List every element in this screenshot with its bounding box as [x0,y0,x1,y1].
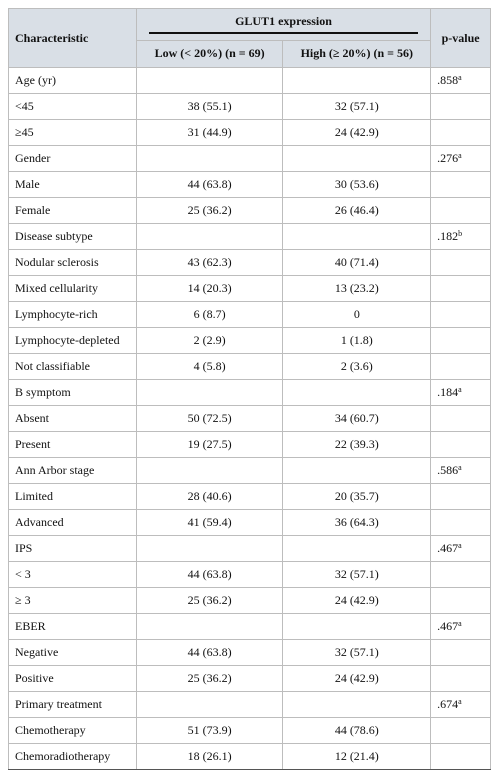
row-low-expression-text: 50 (72.5) [187,411,232,425]
table-row [9,328,491,354]
row-low-expression-cell [136,666,283,692]
row-high-expression-cell [283,406,431,432]
header-glut1-expression-label: GLUT1 expression [235,14,332,29]
row-high-expression-cell [283,146,431,172]
row-characteristic-cell [9,406,137,432]
row-characteristic-text: ≥ 3 [15,593,31,607]
row-characteristic-cell [9,640,137,666]
row-p-value-cell [431,68,491,94]
p-value-footnote-marker: b [458,229,463,238]
row-characteristic-cell [9,94,137,120]
row-p-value-cell [431,562,491,588]
row-characteristic-text: Positive [15,671,54,685]
row-characteristic-cell [9,536,137,562]
row-p-value-cell [431,640,491,666]
row-p-value-cell [431,328,491,354]
row-high-expression-cell [283,614,431,640]
row-low-expression-text: 25 (36.2) [187,593,232,607]
row-low-expression-text: 38 (55.1) [187,99,232,113]
row-characteristic-text: Disease subtype [15,229,93,243]
table-row [9,224,491,250]
row-characteristic-cell [9,302,137,328]
row-high-expression-cell [283,510,431,536]
row-p-value-cell [431,484,491,510]
row-low-expression-cell [136,276,283,302]
row-high-expression-cell [283,484,431,510]
row-characteristic-text: Female [15,203,51,217]
p-value-footnote-marker: a [458,541,462,550]
row-low-expression-text: 44 (63.8) [187,645,232,659]
row-low-expression-text: 51 (73.9) [187,723,232,737]
row-p-value-cell [431,588,491,614]
row-p-value-cell [431,250,491,276]
row-characteristic-cell [9,718,137,744]
row-characteristic-text: B symptom [15,385,71,399]
row-high-expression-text: 24 (42.9) [334,671,379,685]
row-characteristic-text: Lymphocyte-depleted [15,333,120,347]
row-p-value-cell [431,198,491,224]
row-low-expression-cell [136,536,283,562]
row-low-expression-text: 44 (63.8) [187,177,232,191]
table-row [9,68,491,94]
p-value-footnote-marker: a [458,151,462,160]
row-high-expression-text: 20 (35.7) [334,489,379,503]
row-characteristic-text: IPS [15,541,33,555]
row-characteristic-text: Nodular sclerosis [15,255,99,269]
row-characteristic-cell [9,172,137,198]
row-characteristic-text: Age (yr) [15,73,56,87]
row-characteristic-text: < 3 [15,567,31,581]
row-low-expression-text: 31 (44.9) [187,125,232,139]
row-p-value-cell [431,432,491,458]
header-p-value: p-value [431,9,491,68]
row-high-expression-cell [283,120,431,146]
row-low-expression-cell [136,68,283,94]
header-group-underline [149,32,418,34]
glut1-characteristics-table [8,8,491,770]
row-high-expression-cell [283,250,431,276]
row-p-value-cell [431,276,491,302]
table-row [9,536,491,562]
row-p-value-text: .184 [437,385,459,399]
row-high-expression-cell [283,432,431,458]
row-characteristic-cell [9,276,137,302]
row-low-expression-cell [136,328,283,354]
row-p-value-cell [431,120,491,146]
row-p-value-cell [431,406,491,432]
row-high-expression-text: 13 (23.2) [334,281,379,295]
p-value-footnote-marker: a [458,385,462,394]
row-low-expression-text: 44 (63.8) [187,567,232,581]
p-value-footnote-marker: a [458,697,462,706]
row-characteristic-text: Mixed cellularity [15,281,98,295]
row-low-expression-text: 2 (2.9) [193,333,226,347]
row-characteristic-text: Absent [15,411,49,425]
table-row [9,302,491,328]
row-low-expression-text: 25 (36.2) [187,671,232,685]
row-p-value-cell [431,224,491,250]
row-high-expression-cell [283,302,431,328]
row-p-value-cell [431,666,491,692]
table-row [9,640,491,666]
row-characteristic-text: Gender [15,151,51,165]
row-high-expression-text: 2 (3.6) [340,359,373,373]
header-low-expression: Low (< 20%) (n = 69) [136,40,283,67]
row-high-expression-cell [283,718,431,744]
row-characteristic-text: EBER [15,619,46,633]
row-characteristic-text: Chemotherapy [15,723,86,737]
row-low-expression-cell [136,692,283,718]
row-low-expression-cell [136,198,283,224]
row-low-expression-cell [136,94,283,120]
row-high-expression-cell [283,640,431,666]
table-row [9,146,491,172]
row-characteristic-cell [9,432,137,458]
row-low-expression-cell [136,718,283,744]
row-high-expression-text: 34 (60.7) [334,411,379,425]
row-low-expression-text: 4 (5.8) [193,359,226,373]
row-high-expression-text: 26 (46.4) [334,203,379,217]
row-characteristic-cell [9,588,137,614]
row-p-value-cell [431,302,491,328]
row-characteristic-cell [9,250,137,276]
row-low-expression-cell [136,120,283,146]
row-p-value-cell [431,458,491,484]
row-characteristic-text: ≥45 [15,125,34,139]
row-low-expression-cell [136,484,283,510]
row-high-expression-cell [283,94,431,120]
row-low-expression-cell [136,640,283,666]
row-characteristic-text: Male [15,177,40,191]
row-high-expression-cell [283,744,431,770]
row-low-expression-cell [136,458,283,484]
row-low-expression-text: 14 (20.3) [187,281,232,295]
row-characteristic-cell [9,68,137,94]
row-low-expression-cell [136,172,283,198]
row-high-expression-cell [283,328,431,354]
row-high-expression-cell [283,354,431,380]
row-low-expression-cell [136,302,283,328]
row-low-expression-cell [136,354,283,380]
header-characteristic: Characteristic [9,9,137,68]
table-body [9,68,491,770]
row-low-expression-text: 41 (59.4) [187,515,232,529]
table-row [9,406,491,432]
row-characteristic-text: Not classifiable [15,359,90,373]
row-low-expression-cell [136,146,283,172]
row-characteristic-cell [9,380,137,406]
row-low-expression-cell [136,588,283,614]
row-characteristic-text: <45 [15,99,34,113]
table-row [9,250,491,276]
row-high-expression-cell [283,380,431,406]
row-characteristic-cell [9,458,137,484]
table-row [9,354,491,380]
row-high-expression-cell [283,692,431,718]
row-high-expression-text: 24 (42.9) [334,593,379,607]
p-value-footnote-marker: a [458,619,462,628]
row-low-expression-cell [136,224,283,250]
table-row [9,692,491,718]
row-high-expression-cell [283,224,431,250]
row-high-expression-text: 22 (39.3) [334,437,379,451]
row-p-value-cell [431,536,491,562]
row-p-value-cell [431,718,491,744]
row-p-value-cell [431,510,491,536]
row-characteristic-cell [9,744,137,770]
row-p-value-text: .276 [437,151,459,165]
table-row [9,120,491,146]
row-low-expression-cell [136,432,283,458]
row-low-expression-cell [136,380,283,406]
row-low-expression-text: 43 (62.3) [187,255,232,269]
row-characteristic-cell [9,666,137,692]
row-low-expression-cell [136,250,283,276]
row-characteristic-text: Limited [15,489,53,503]
row-characteristic-text: Chemoradiotherapy [15,749,111,763]
table-header [9,9,491,68]
row-high-expression-cell [283,562,431,588]
row-p-value-cell [431,380,491,406]
row-p-value-cell [431,172,491,198]
row-characteristic-cell [9,354,137,380]
table-row [9,172,491,198]
row-characteristic-cell [9,484,137,510]
row-high-expression-cell [283,536,431,562]
row-low-expression-cell [136,744,283,770]
row-low-expression-cell [136,510,283,536]
row-p-value-text: .858 [437,73,459,87]
header-high-expression: High (≥ 20%) (n = 56) [283,40,431,67]
row-p-value-cell [431,692,491,718]
row-characteristic-cell [9,146,137,172]
row-low-expression-text: 18 (26.1) [187,749,232,763]
p-value-footnote-marker: a [458,73,462,82]
table-row [9,198,491,224]
row-low-expression-text: 19 (27.5) [187,437,232,451]
row-characteristic-text: Present [15,437,51,451]
row-p-value-text: .182 [437,229,459,243]
table-row [9,94,491,120]
row-low-expression-text: 6 (8.7) [193,307,226,321]
row-high-expression-text: 12 (21.4) [334,749,379,763]
table-row [9,458,491,484]
row-high-expression-text: 1 (1.8) [340,333,373,347]
row-high-expression-text: 24 (42.9) [334,125,379,139]
row-p-value-text: .586 [437,463,459,477]
row-characteristic-cell [9,692,137,718]
p-value-footnote-marker: a [458,463,462,472]
row-high-expression-cell [283,588,431,614]
row-high-expression-cell [283,276,431,302]
row-characteristic-cell [9,224,137,250]
row-characteristic-text: Negative [15,645,59,659]
bottom-rule [8,769,491,770]
table-row [9,614,491,640]
row-high-expression-cell [283,458,431,484]
row-characteristic-text: Ann Arbor stage [15,463,95,477]
row-high-expression-cell [283,68,431,94]
table-row [9,744,491,770]
table-row [9,588,491,614]
row-p-value-text: .467 [437,541,459,555]
row-high-expression-text: 44 (78.6) [334,723,379,737]
row-p-value-cell [431,744,491,770]
row-characteristic-cell [9,198,137,224]
row-low-expression-cell [136,406,283,432]
table-row [9,484,491,510]
row-high-expression-text: 36 (64.3) [334,515,379,529]
row-high-expression-text: 32 (57.1) [334,99,379,113]
row-characteristic-cell [9,328,137,354]
table-row [9,562,491,588]
row-p-value-cell [431,146,491,172]
row-low-expression-cell [136,614,283,640]
row-high-expression-text: 0 [353,307,360,321]
row-characteristic-text: Advanced [15,515,64,529]
table-row [9,276,491,302]
row-characteristic-cell [9,614,137,640]
table-row [9,666,491,692]
row-high-expression-text: 32 (57.1) [334,567,379,581]
row-high-expression-text: 40 (71.4) [334,255,379,269]
row-characteristic-cell [9,510,137,536]
row-low-expression-text: 28 (40.6) [187,489,232,503]
row-high-expression-cell [283,172,431,198]
row-high-expression-text: 30 (53.6) [334,177,379,191]
header-glut1-expression [136,9,430,41]
row-low-expression-cell [136,562,283,588]
row-p-value-text: .674 [437,697,459,711]
table-row [9,718,491,744]
table-row [9,432,491,458]
row-high-expression-text: 32 (57.1) [334,645,379,659]
row-high-expression-cell [283,666,431,692]
row-low-expression-text: 25 (36.2) [187,203,232,217]
table-row [9,510,491,536]
row-characteristic-cell [9,120,137,146]
row-p-value-text: .467 [437,619,459,633]
row-characteristic-cell [9,562,137,588]
row-p-value-cell [431,354,491,380]
row-characteristic-text: Primary treatment [15,697,102,711]
row-characteristic-text: Lymphocyte-rich [15,307,98,321]
table-row [9,380,491,406]
row-p-value-cell [431,614,491,640]
row-high-expression-cell [283,198,431,224]
row-p-value-cell [431,94,491,120]
